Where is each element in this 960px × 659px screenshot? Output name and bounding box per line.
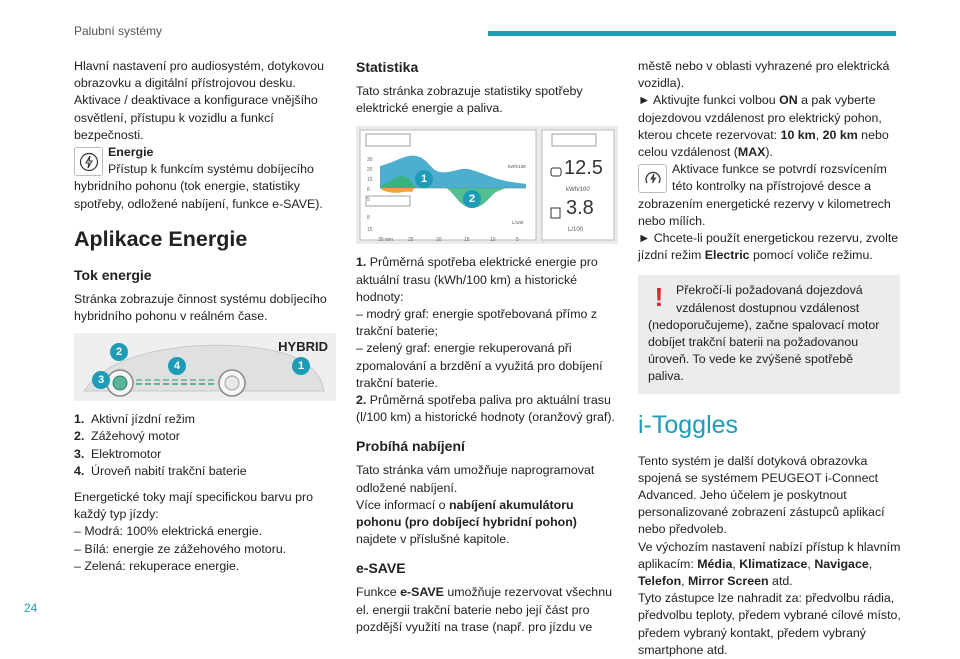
column-right — [638, 58, 903, 659]
esave-heading: e-SAVE — [356, 560, 406, 577]
charging-heading: Probíhá nabíjení — [356, 438, 465, 455]
statistics-figure — [356, 126, 618, 244]
flow-heading: Tok energie — [74, 266, 152, 283]
flow-text: Stránka zobrazuje činnost systému dobíjecího hybridního pohonu v reálném čase. — [74, 291, 327, 324]
esave-note — [638, 161, 903, 230]
x-tick: 15 — [464, 237, 470, 244]
section-header: Palubní systémy — [74, 24, 163, 38]
x-tick: 10 — [490, 237, 496, 244]
y-tick: 25 — [367, 167, 373, 174]
y-tick: 15 — [367, 177, 373, 184]
intro-paragraph-2: Aktivace / deaktivace a konfigurace vnějšího osvětlení, přístupu k vozidlu a funkcí bezpečnosti. — [74, 93, 318, 142]
callout-2: 2 — [463, 190, 481, 208]
x-tick: 5 — [516, 237, 519, 244]
color-item-green: – Zelená: rekuperace energie. — [74, 558, 240, 573]
app-heading: Aplikace Energie — [74, 226, 248, 251]
esave-note-text: Aktivace funkce se potvrdí rozsvícením této kontrolky na přístrojové desce a zobrazením energetické rezervy v kilometrech nebo mílích. — [638, 162, 891, 228]
column-middle — [356, 58, 618, 636]
y-tick: 5 — [367, 197, 370, 204]
unit-top: kWh/10E — [508, 164, 527, 170]
charging-text: Tato stránka vám umožňuje naprogramovat odložené nabíjení. — [356, 463, 595, 495]
esave-step-2: ► Chcete-li použít energetickou rezervu, zvolte jízdní režim Electric pomocí voliče režimu. — [638, 231, 899, 263]
energy-block — [74, 144, 336, 213]
toggles-heading: i-Toggles — [638, 410, 739, 439]
callout-4: 4 — [168, 357, 186, 375]
toggles-paragraph-1: Tento systém je další dotyková obrazovka spojená se systémem PEUGEOT i-Connect Advanced. Jeho účelem je poskytnout personalizované zobrazení zástupců aplikací nebo předvoleb. — [638, 453, 885, 537]
callout-3: 3 — [92, 371, 110, 389]
stat-item-1-blue: – modrý graf: energie spotřebovaná přímo z trakční baterie; — [356, 307, 598, 339]
stat-item-2: 2. Průměrná spotřeba paliva pro aktuální trasu (l/100 km) a historické hodnoty (oranžový graf). — [356, 393, 615, 425]
charging-more: Více informací o nabíjení akumulátoru pohonu (pro dobíjecí hybridní pohon) najdete v příslušné kapitole. — [356, 497, 577, 547]
toggles-paragraph-3: Tyto zástupce lze nahradit za: předvolbu rádia, předvolbu teploty, předem vybrané cílové místo, předem vybraný kontakt, předem vybraný smartphone atd. — [638, 591, 901, 657]
color-item-blue: – Modrá: 100% elektrická energie. — [74, 524, 263, 539]
energy-title: Energie — [108, 145, 154, 160]
unit-bottom: L/10E — [512, 220, 524, 226]
fuel-consumption-value: 3.8 — [566, 197, 594, 220]
column-left — [74, 58, 336, 575]
esave-indicator-icon — [638, 164, 667, 193]
list-item: 4. Úroveň nabití trakční baterie — [74, 463, 247, 478]
energy-text: Přístup k funkcím systému dobíjecího hybridního pohonu (tok energie, statistiky spotřeby, odložené nabíjení, funkce e-SAVE). — [74, 162, 323, 211]
electric-consumption-unit: kWh/100 — [566, 187, 590, 194]
callout-1: 1 — [292, 357, 310, 375]
callout-2: 2 — [110, 343, 128, 361]
esave-text: Funkce e-SAVE umožňuje rezervovat všechnu el. energii trakční baterie nebo její část pro pozdější využití na trase (např. pro jízdu ve — [356, 585, 612, 634]
color-item-white: – Bílá: energie ze zážehového motoru. — [74, 541, 287, 556]
header-accent-bar — [488, 31, 896, 36]
esave-step-1: ► Aktivujte funkci volbou ON a pak vyberte dojezdovou vzdálenost pro elektrický pohon, kterou chcete rezervovat: 10 km, 20 km nebo celou vzdálenost (MAX). — [638, 93, 889, 160]
stat-item-1: 1. Průměrná spotřeba elektrické energie pro aktuální trasu (kWh/100 km) a historické hodnoty: — [356, 255, 598, 304]
list-item: 3. Elektromotor — [74, 446, 162, 461]
stat-text: Tato stránka zobrazuje statistiky spotřeby elektrické energie a paliva. — [356, 84, 583, 116]
x-tick: 30 min — [378, 237, 394, 244]
y-tick: 15 — [367, 227, 373, 234]
stat-item-1-green: – zelený graf: energie rekuperovaná při zpomalování a brzdění a využitá pro dobíjení trakční baterie. — [356, 341, 603, 390]
warning-exclamation-icon: ! — [654, 282, 664, 313]
page-number: 24 — [24, 601, 38, 615]
electric-consumption-value: 12.5 — [564, 157, 603, 180]
legend-list — [74, 411, 336, 480]
x-tick: 25 — [408, 237, 414, 244]
y-tick: 8 — [367, 187, 370, 194]
hybrid-energy-flow-figure — [74, 333, 336, 401]
stat-heading: Statistika — [356, 59, 419, 75]
energy-plug-icon — [74, 147, 103, 176]
hybrid-label: HYBRID — [278, 339, 328, 355]
warning-text: Překročí-li požadovaná dojezdová vzdálenost dostupnou vzdálenost (nedoporučujeme), začne spalovací motor dobíjet trakční baterii na požadovanou úroveň. To vede ke zvýšené spotřebě paliva. — [648, 283, 880, 384]
callout-1: 1 — [415, 170, 433, 188]
fuel-consumption-unit: L/100 — [568, 227, 584, 234]
x-tick: 20 — [436, 237, 442, 244]
list-item: 2. Zážehový motor — [74, 429, 180, 444]
y-tick: 30 — [367, 157, 373, 164]
colors-intro: Energetické toky mají specifickou barvu pro každý typ jízdy: — [74, 490, 313, 522]
intro-paragraph: Hlavní nastavení pro audiosystém, dotykovou obrazovku a digitální přístrojovou desku. — [74, 59, 325, 91]
warning-box — [638, 275, 900, 393]
list-item: 1. Aktivní jízdní režim — [74, 412, 195, 427]
toggles-paragraph-2: Ve výchozím nastavení nabízí přístup k hlavním aplikacím: Média, Klimatizace, Navigace, Telefon, Mirror Screen atd. — [638, 539, 901, 589]
esave-continued: městě nebo v oblasti vyhrazené pro elektrická vozidla). — [638, 59, 890, 91]
y-tick: 8 — [367, 215, 370, 222]
